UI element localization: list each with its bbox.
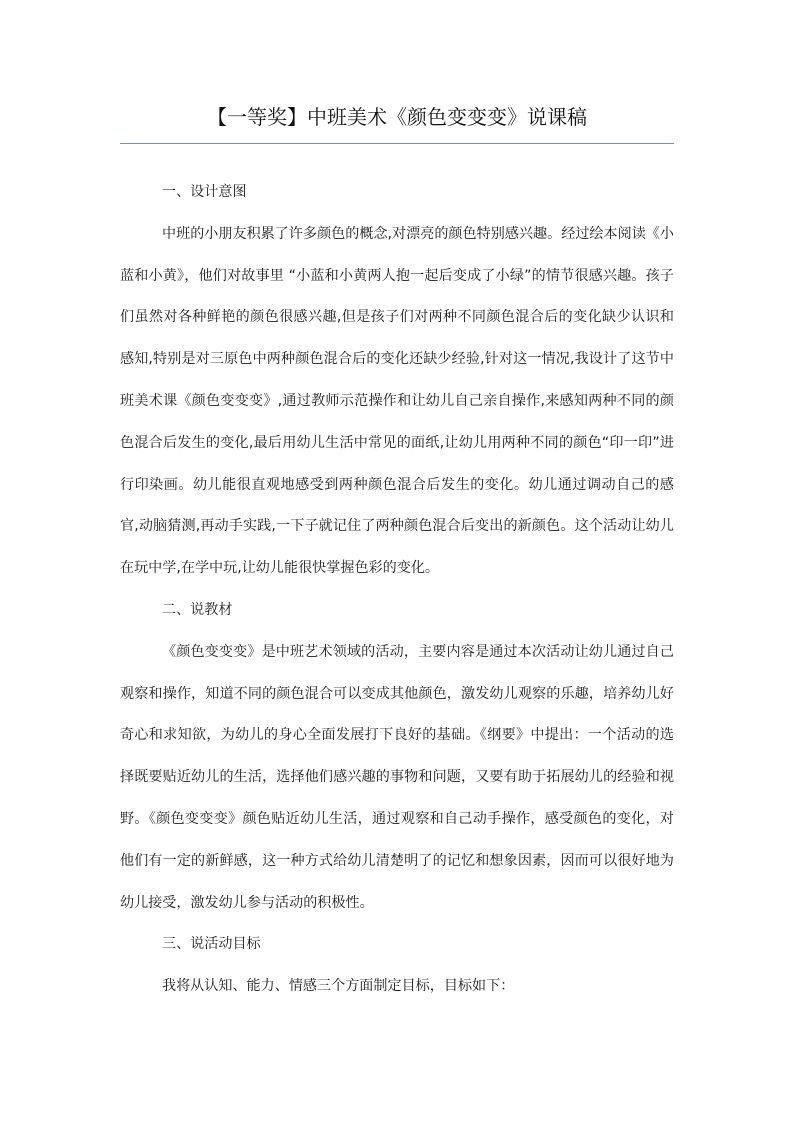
document-title: 【一等奖】中班美术《颜色变变变》说课稿: [207, 105, 587, 129]
section-heading-teaching-material: 二、说教材: [162, 601, 233, 618]
section-heading-design-intent: 一、设计意图: [162, 184, 247, 200]
paragraph-teaching-material: 《颜色变变变》是中班艺术领域的活动，主要内容是通过本次活动让幼儿通过自己观察和操作，知道不同的颜色混合可以变成其他颜色，激发幼儿观察的乐趣，培养幼儿好奇心和求知欲，为幼儿的身心全面发展打下良好的基础。《纲要》中提出：一个活动的选择既要贴近幼儿的生活，选择他们感兴趣的事物和问题，又要有助于拓展幼儿的经验和视野。《颜色变变变》颜色贴近幼儿生活，通过观察和自己动手操作，感受颜色的变化，对他们有一定的新鲜感，这一种方式给幼儿清楚明了的记忆和想象因素，因而可以很好地为幼儿接受，激发幼儿参与活动的积极性。: [120, 643, 674, 911]
paragraph-activity-goals: 我将从认知、能力、情感三个方面制定目标，目标如下：: [162, 978, 515, 995]
paragraph-design-intent: 中班的小朋友积累了许多颜色的概念,对漂亮的颜色特别感兴趣。经过绘本阅读《小蓝和小黄》，他们对故事里 “小蓝和小黄两人抱一起后变成了小绿”的情节很感兴趣。孩子们虽然对各种鲜艳的颜色很感兴趣,但是孩子们对两种不同颜色混合后的变化缺少认识和感知,特别是对三原色中两种颜色混合后的变化还缺少经验,针对这一情况,我设计了这节中班美术课《颜色变变变》,通过教师示范操作和让幼儿自己亲自操作,来感知两种不同的颜色混合后发生的变化,最后用幼儿生活中常见的面纸,让幼儿用两种不同的颜色“印一印”进行印染画。幼儿能很直观地感受到两种颜色混合后发生的变化。幼儿通过调动自己的感官,动脑猜测,再动手实践,一下子就记住了两种颜色混合后变出的新颜色。这个活动让幼儿在玩中学,在学中玩,让幼儿能很快掌握色彩的变化。: [120, 225, 674, 577]
title-divider: [120, 143, 674, 144]
section-heading-activity-goals: 三、说活动目标: [162, 936, 261, 953]
document-body: [120, 172, 674, 1008]
